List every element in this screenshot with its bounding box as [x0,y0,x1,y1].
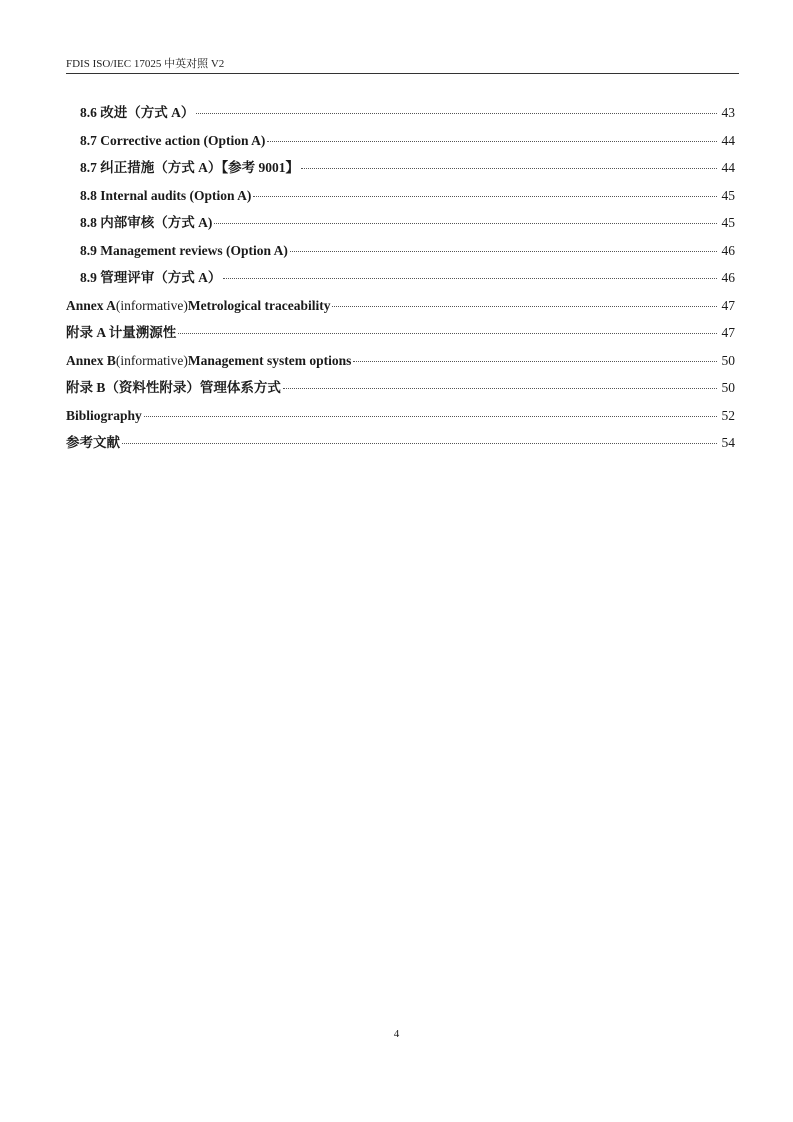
toc-entry-title: 8.6 改进（方式 A） [80,105,195,120]
toc-entry-8-6-improvement-zh[interactable] [66,104,735,132]
dot-leader [214,223,717,224]
annex-label: Annex A [66,297,116,313]
annex-name: Metrological traceability [187,297,331,313]
dot-leader [196,113,717,114]
toc-entry-8-8-internal-audits-zh[interactable] [66,214,735,242]
header-divider [66,73,739,74]
toc-entry-page: 50 [721,352,735,368]
dot-leader [178,333,717,334]
toc-entry-annex-b[interactable] [66,352,735,380]
toc-entry-title: 8.8 Internal audits (Option A) [80,187,252,203]
toc-entry-page: 52 [721,407,735,423]
page-number: 4 [393,1028,400,1040]
dot-leader [332,306,717,307]
toc-entry-page: 47 [721,297,735,313]
toc-entry-title: 8.9 Management reviews (Option A) [80,242,288,258]
dot-leader [144,416,717,417]
annex-label: Annex B [66,352,116,368]
toc-entry-page: 45 [721,215,735,230]
toc-entry-page: 44 [721,160,735,175]
toc-entry-bibliography[interactable] [66,407,735,435]
toc-entry-annex-a-zh[interactable] [66,324,735,352]
dot-leader [253,196,717,197]
annex-name: Management system options [187,352,352,368]
toc-entry-title: 附录 A 计量溯源性 [66,325,177,340]
toc-entry-page: 54 [721,435,735,450]
dot-leader [301,168,717,169]
dot-leader [122,443,717,444]
toc-entry-page: 46 [721,270,735,285]
toc-entry-annex-a[interactable] [66,297,735,325]
page-header: FDIS ISO/IEC 17025 中英对照 V2 [66,58,225,70]
dot-leader [223,278,717,279]
toc-entry-8-8-internal-audits[interactable] [66,187,735,215]
toc-entry-title: 8.9 管理评审（方式 A） [80,270,222,285]
toc-entry-page: 46 [721,242,735,258]
dot-leader [283,388,717,389]
toc-entry-title: Bibliography [66,407,142,423]
annex-type: (informative) [115,297,188,313]
dot-leader [353,361,717,362]
toc-entry-bibliography-zh[interactable] [66,434,735,462]
toc-entry-page: 47 [721,325,735,340]
toc-entry-title: 8.7 纠正措施（方式 A）【参考 9001】 [80,160,299,175]
table-of-contents [66,104,735,462]
dot-leader [267,141,717,142]
dot-leader [290,251,717,252]
toc-entry-title: 参考文献 [66,435,120,450]
toc-entry-8-7-corrective-action-zh[interactable] [66,159,735,187]
toc-entry-title: 附录 B（资料性附录）管理体系方式 [66,380,281,395]
toc-entry-8-7-corrective-action[interactable] [66,132,735,160]
toc-entry-page: 44 [721,132,735,148]
toc-entry-annex-b-zh[interactable] [66,379,735,407]
toc-entry-page: 45 [721,187,735,203]
annex-type: (informative) [115,352,188,368]
toc-entry-title [66,297,330,315]
toc-entry-page: 50 [721,380,735,395]
toc-entry-title: 8.8 内部审核（方式 A) [80,215,213,230]
toc-entry-page: 43 [721,105,735,120]
toc-entry-title [66,352,351,370]
toc-entry-8-9-management-reviews-zh[interactable] [66,269,735,297]
toc-entry-8-9-management-reviews[interactable] [66,242,735,270]
toc-entry-title: 8.7 Corrective action (Option A) [80,132,266,148]
